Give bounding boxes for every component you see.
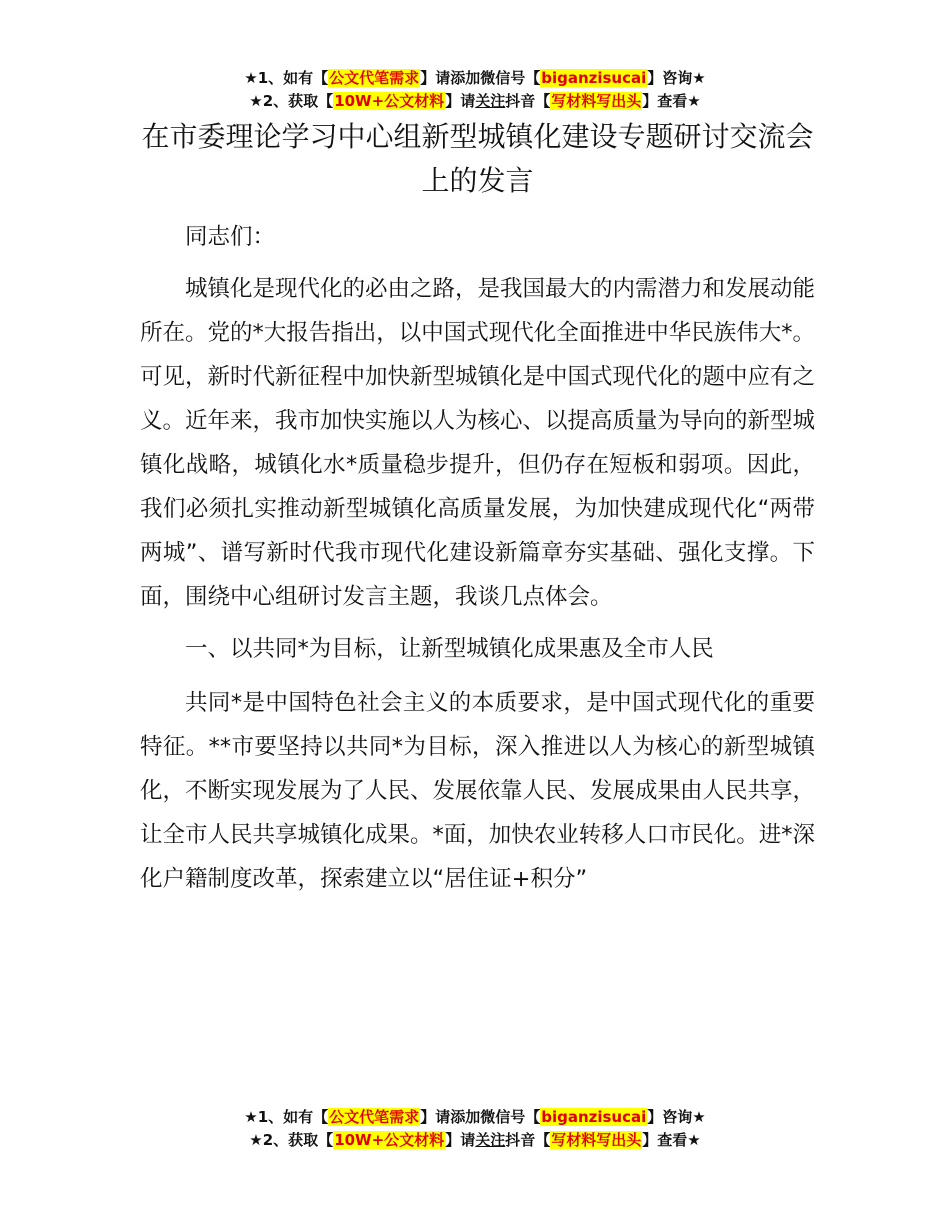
promo-banner-bottom [0, 1106, 950, 1152]
promo-text: 】查看★ [642, 92, 701, 110]
underlined-text: 关注 [475, 92, 506, 110]
promo-banner-top [0, 67, 950, 113]
promo-line-1 [0, 1106, 950, 1129]
highlight-text: 10W+公文材料 [334, 1131, 445, 1149]
highlight-text: 公文代笔需求 [329, 69, 420, 87]
promo-text: ★1、如有【 [244, 1108, 329, 1126]
wechat-id-highlight: biganzisucai [541, 1108, 647, 1126]
promo-line-2 [0, 90, 950, 113]
promo-text: 抖音【 [505, 92, 551, 110]
promo-text: ★2、获取【 [249, 1131, 334, 1149]
body-paragraph: 城镇化是现代化的必由之路，是我国最大的内需潜力和发展动能所在。党的*大报告指出，以中国式现代化全面推进中华民族伟大*。可见，新时代新征程中加快新型城镇化是中国式现代化的题中应有之义。近年来，我市加快实施以人为核心、以提高质量为导向的新型城镇化战略，城镇化水*质量稳步提升，但仍存在短板和弱项。因此，我们必须扎实推动新型城镇化高质量发展，为加快建成现代化“两带两城”、谱写新时代我市现代化建设新篇章夯实基础、强化支撑。下面，围绕中心组研讨发言主题，我谈几点体会。 [140, 276, 816, 610]
document-title: 在市委理论学习中心组新型城镇化建设专题研讨交流会上的发言 [141, 120, 814, 197]
promo-line-1 [0, 67, 950, 90]
underlined-text: 关注 [475, 1131, 506, 1149]
highlight-text: 10W+公文材料 [334, 92, 445, 110]
promo-text: 】咨询★ [647, 1108, 706, 1126]
document-body [140, 215, 815, 909]
section-heading: 一、以共同*为目标，让新型城镇化成果惠及全市人民 [185, 636, 714, 662]
promo-text: 】请 [445, 1131, 476, 1149]
promo-line-2 [0, 1129, 950, 1152]
body-paragraph: 共同*是中国特色社会主义的本质要求，是中国式现代化的重要特征。**市要坚持以共同*为目标，深入推进以人为核心的新型城镇化，不断实现发展为了人民、发展依靠人民、发展成果由人民共享，让全市人民共享城镇化成果。*面，加快农业转移人口市民化。进*深化户籍制度改革，探索建立以“居住证+积分” [140, 690, 816, 892]
promo-text: 】请添加微信号【 [420, 1108, 541, 1126]
promo-text: 】请 [445, 92, 476, 110]
promo-text: 】查看★ [642, 1131, 701, 1149]
promo-text: 】请添加微信号【 [420, 69, 541, 87]
highlight-text: 写材料写出头 [551, 92, 642, 110]
highlight-text: 写材料写出头 [551, 1131, 642, 1149]
promo-text: 抖音【 [505, 1131, 551, 1149]
wechat-id-highlight: biganzisucai [541, 69, 647, 87]
salutation: 同志们： [185, 224, 276, 250]
promo-text: ★2、获取【 [249, 92, 334, 110]
highlight-text: 公文代笔需求 [329, 1108, 420, 1126]
promo-text: 】咨询★ [647, 69, 706, 87]
promo-text: ★1、如有【 [244, 69, 329, 87]
